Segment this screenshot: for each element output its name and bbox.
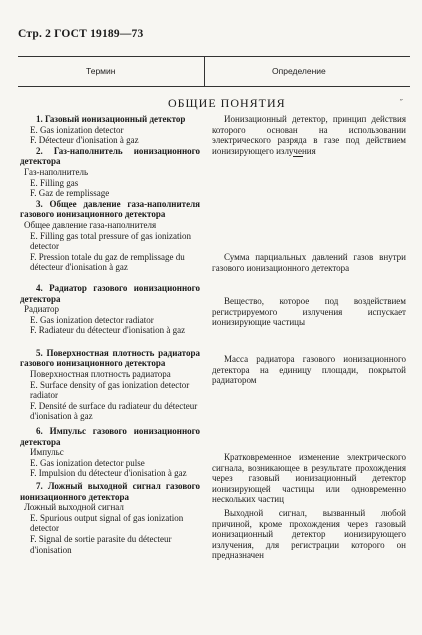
term-title: 4. Радиатор газового ионизационного детектора (20, 282, 200, 304)
terms-table (18, 56, 410, 616)
term-line: E. Filling gas total pressure of gas ionization detector (30, 230, 191, 252)
term-line: F. Densité de surface du radiateur du détecteur d'ionisation à gaz (30, 400, 198, 422)
definition-1 (212, 114, 406, 156)
term-line: E. Gas ionization detector radiator (30, 314, 154, 325)
term-line: F. Signal de sortie parasite du détecteur d'ionisation (30, 533, 172, 555)
term-title: 5. Поверхностная плотность радиатора газового ионизационного детектора (20, 347, 200, 369)
term-line: F. Radiateur du détecteur d'ionisation à gaz (30, 325, 186, 336)
term-line: Радиатор (24, 304, 59, 315)
definition-5 (212, 354, 406, 386)
definition-text: Выходной сигнал, вызванный любой причиной, кроме прохождения через газовый ионизационный детектор ионизирующего излучения, для регистрации которого он предназначен (212, 508, 406, 561)
definition-text: Сумма парциальных давлений газов внутри газового ионизационного детектора (212, 252, 406, 273)
term-line: E. Gas ionization detector (30, 124, 124, 135)
term-6 (20, 426, 200, 479)
term-title: 1. Газовый ионизационный детектор (36, 114, 186, 124)
definition-text: Вещество, которое под воздействием регистрируемого излучения испускает ионизирующие частицы (212, 296, 406, 328)
term-title: 2. Газ-наполнитель ионизационного детектора (20, 145, 200, 167)
term-line: Общее давление газа-наполнителя (24, 219, 157, 230)
definition-7 (212, 508, 406, 561)
definition-4 (212, 296, 406, 328)
term-7 (20, 481, 200, 555)
term-line: Ложный выходной сигнал (24, 502, 124, 513)
term-5 (20, 348, 200, 422)
section-mark: ˝ (400, 98, 403, 107)
term-title: 3. Общее давление газа-наполнителя газового ионизационного детектора (20, 198, 200, 220)
term-line: F. Pression totale du gaz de remplissage du détecteur d'ionisation à gaz (30, 251, 185, 273)
column-header-definition: Определение (272, 66, 326, 76)
definition-text: Кратковременное изменение электрического сигнала, возникающее в результате прохождения через газовый ионизационный детектор ионизирующей частицы или одновременно нескольких частиц (212, 452, 406, 505)
term-1 (20, 114, 200, 146)
term-4 (20, 283, 200, 336)
definition-3 (212, 252, 406, 273)
table-top-rule (18, 56, 410, 57)
term-line: E. Spurious output signal of gas ionization detector (30, 512, 184, 534)
term-line: Газ-наполнитель (24, 166, 89, 177)
term-line: Импульс (30, 447, 64, 458)
term-line: Поверхностная плотность радиатора (30, 369, 171, 380)
term-line: F. Impulsion du détecteur d'ionisation à gaz (30, 468, 187, 479)
term-line: E. Gas ionization detector pulse (30, 457, 145, 468)
term-line: F. Détecteur d'ionisation à gaz (30, 135, 139, 146)
definition-dash (293, 156, 303, 157)
definition-6 (212, 452, 406, 505)
column-header-term: Термин (86, 66, 116, 76)
term-line: E. Surface density of gas ionization detector radiator (30, 379, 190, 401)
page-header: Стр. 2 ГОСТ 19189—73 (18, 28, 144, 40)
definition-text: Масса радиатора газового ионизационного детектора на единицу площади, покрытой радиатором (212, 354, 406, 386)
term-title: 6. Импульс газового ионизационного детектора (20, 426, 200, 447)
term-line: E. Filling gas (30, 177, 79, 188)
section-title: ОБЩИЕ ПОНЯТИЯ (168, 96, 286, 110)
definition-text: Ионизационный детектор, принцип действия которого основан на использовании электрического разряда в газе под действием ионизирующего излучения (212, 114, 406, 156)
table-header-divider (204, 56, 205, 86)
table-header-rule (18, 86, 410, 87)
term-line: F. Gaz de remplissage (30, 188, 110, 199)
term-3 (20, 199, 200, 273)
terms-column (20, 114, 200, 555)
term-2 (20, 146, 200, 199)
term-title: 7. Ложный выходной сигнал газового ионизационного детектора (20, 481, 200, 502)
